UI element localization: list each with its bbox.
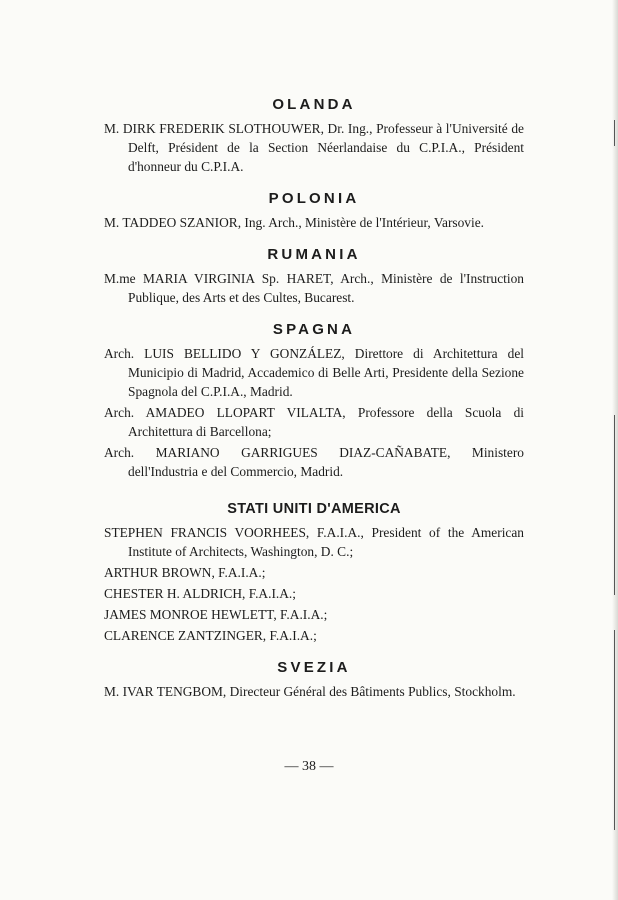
- edge-mark: [614, 120, 615, 146]
- list-item: Arch. MARIANO GARRIGUES DIAZ-CAÑABATE, Ministero dell'Industria e del Commercio, Madrid.: [104, 445, 524, 479]
- list-item: CLARENCE ZANTZINGER, F.A.I.A.;: [104, 628, 317, 643]
- list-item: JAMES MONROE HEWLETT, F.A.I.A.;: [104, 607, 328, 622]
- list-item: M. DIRK FREDERIK SLOTHOUWER, Dr. Ing., Professeur à l'Université de Delft, Président de la Section Néerlandaise du C.P.I.A., Président d'honneur du C.P.I.A.: [104, 121, 524, 174]
- list-item: Arch. LUIS BELLIDO Y GONZÁLEZ, Direttore di Architettura del Municipio di Madrid, Accademico di Belle Arti, Presidente della Sezione Spagnola del C.P.I.A., Madrid.: [104, 346, 524, 399]
- country-heading: SPAGNA: [272, 321, 356, 338]
- country-heading: RUMANIA: [267, 246, 361, 263]
- list-item: Arch. AMADEO LLOPART VILALTA, Professore della Scuola di Architettura di Barcellona;: [104, 405, 524, 439]
- list-item: ARTHUR BROWN, F.A.I.A.;: [104, 565, 266, 580]
- member-list: [104, 96, 524, 703]
- page-number: — 38 —: [284, 759, 334, 774]
- country-heading: STATI UNITI D'AMERICA: [227, 501, 401, 517]
- list-item: STEPHEN FRANCIS VOORHEES, F.A.I.A., President of the American Institute of Architects, Washington, D. C.;: [104, 525, 524, 559]
- list-item: M. TADDEO SZANIOR, Ing. Arch., Ministère de l'Intérieur, Varsovie.: [104, 215, 485, 230]
- country-heading: OLANDA: [272, 96, 356, 113]
- country-heading: POLONIA: [268, 190, 360, 207]
- country-heading: SVEZIA: [277, 659, 351, 676]
- list-item: M. IVAR TENGBOM, Directeur Général des Bâtiments Publics, Stockholm.: [104, 684, 516, 699]
- edge-mark: [614, 415, 615, 595]
- edge-mark: [614, 630, 615, 830]
- list-item: M.me MARIA VIRGINIA Sp. HARET, Arch., Ministère de l'Instruction Publique, des Arts et des Cultes, Bucarest.: [104, 271, 524, 305]
- list-item: CHESTER H. ALDRICH, F.A.I.A.;: [104, 586, 296, 601]
